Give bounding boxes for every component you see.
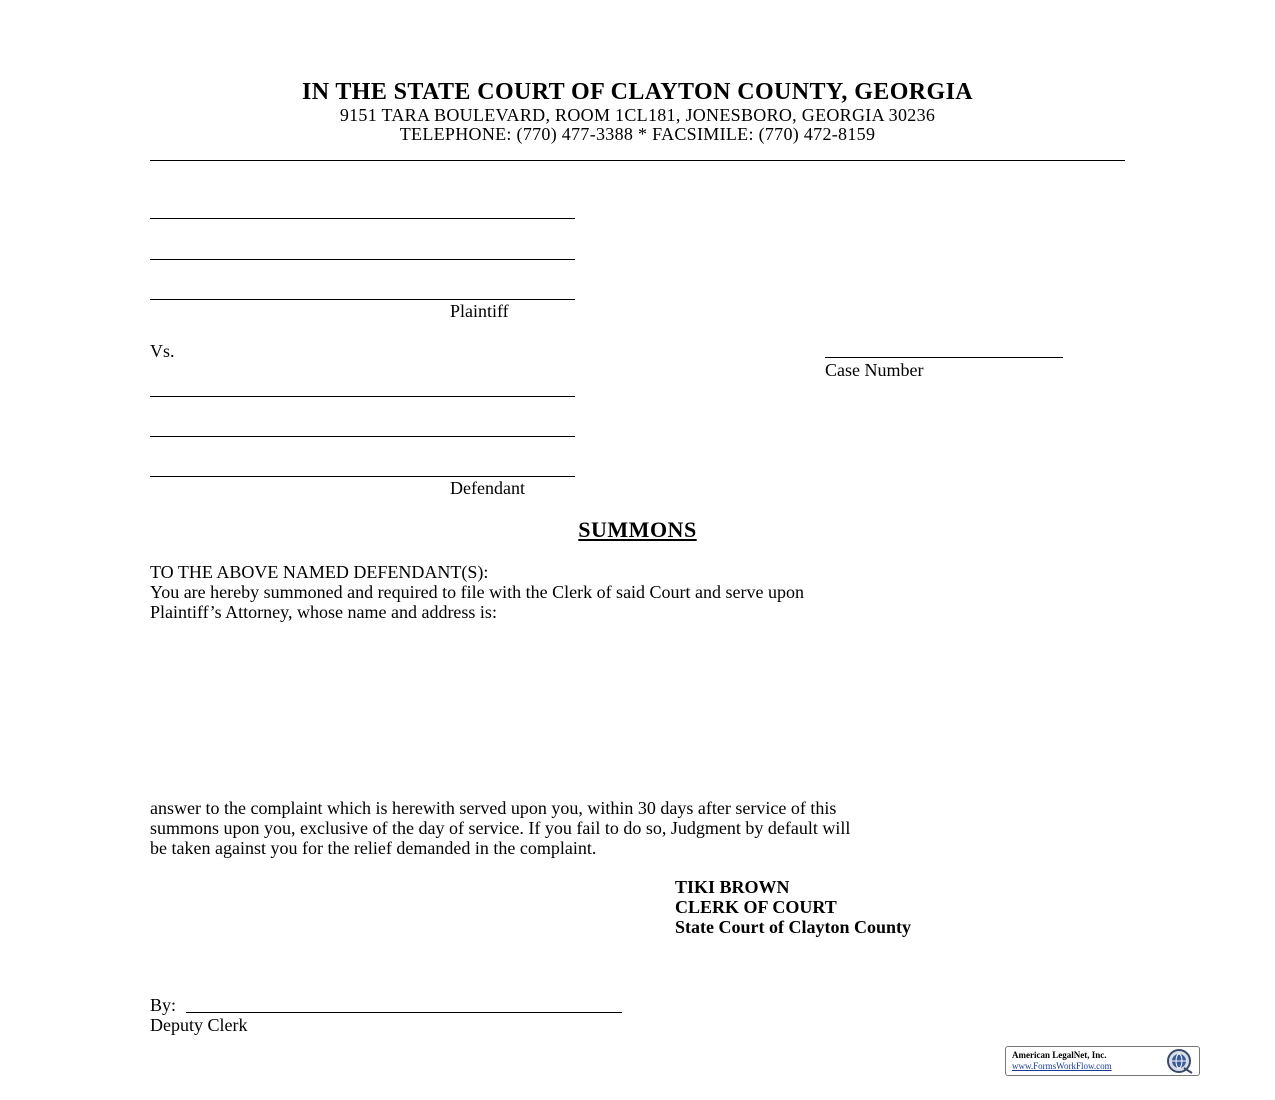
intro-line-1: You are hereby summoned and required to file with the Clerk of said Court and serve upon [150, 582, 805, 602]
plaintiff-name-line-3[interactable] [150, 299, 575, 300]
by-label: By: [150, 995, 177, 1015]
globe-logo-icon [1162, 1048, 1196, 1074]
badge-url-link[interactable]: www.FormsWorkFlow.com [1012, 1061, 1112, 1071]
body-line-3: be taken against you for the relief demanded in the complaint. [150, 838, 597, 858]
body-line-2: summons upon you, exclusive of the day of service. If you fail to do so, Judgment by default will [150, 818, 851, 838]
deputy-clerk-label: Deputy Clerk [150, 1015, 248, 1035]
court-phone-fax: TELEPHONE: (770) 477-3388 * FACSIMILE: (770) 472-8159 [399, 124, 876, 144]
defendant-name-line-3[interactable] [150, 476, 575, 477]
court-address: 9151 TARA BOULEVARD, ROOM 1CL181, JONESBORO, GEORGIA 30236 [339, 105, 936, 125]
plaintiff-name-line-2[interactable] [150, 259, 575, 260]
summons-title: SUMMONS [578, 517, 697, 542]
american-legalnet-badge[interactable] [1005, 1046, 1200, 1076]
defendant-name-line-2[interactable] [150, 436, 575, 437]
plaintiff-label: Plaintiff [450, 301, 509, 321]
badge-company: American LegalNet, Inc. [1012, 1050, 1107, 1060]
to-defendants-line: TO THE ABOVE NAMED DEFENDANT(S): [150, 562, 489, 582]
body-line-1: answer to the complaint which is herewith served upon you, within 30 days after service of this [150, 798, 837, 818]
court-title: IN THE STATE COURT OF CLAYTON COUNTY, GEORGIA [301, 79, 974, 105]
defendant-name-line-1[interactable] [150, 396, 575, 397]
clerk-name: TIKI BROWN [675, 877, 790, 897]
clerk-block [675, 877, 911, 937]
versus-label: Vs. [150, 341, 175, 361]
summons-body [150, 798, 1130, 858]
intro-line-2: Plaintiff’s Attorney, whose name and address is: [150, 602, 497, 622]
deputy-signature-line[interactable] [186, 1012, 622, 1013]
summons-intro [150, 562, 1130, 622]
header-divider [150, 160, 1125, 161]
clerk-court: State Court of Clayton County [675, 917, 911, 937]
defendant-label: Defendant [450, 478, 525, 498]
plaintiff-name-line-1[interactable] [150, 218, 575, 219]
clerk-title: CLERK OF COURT [675, 897, 837, 917]
case-number-label: Case Number [825, 360, 924, 380]
case-number-line[interactable] [825, 357, 1063, 358]
